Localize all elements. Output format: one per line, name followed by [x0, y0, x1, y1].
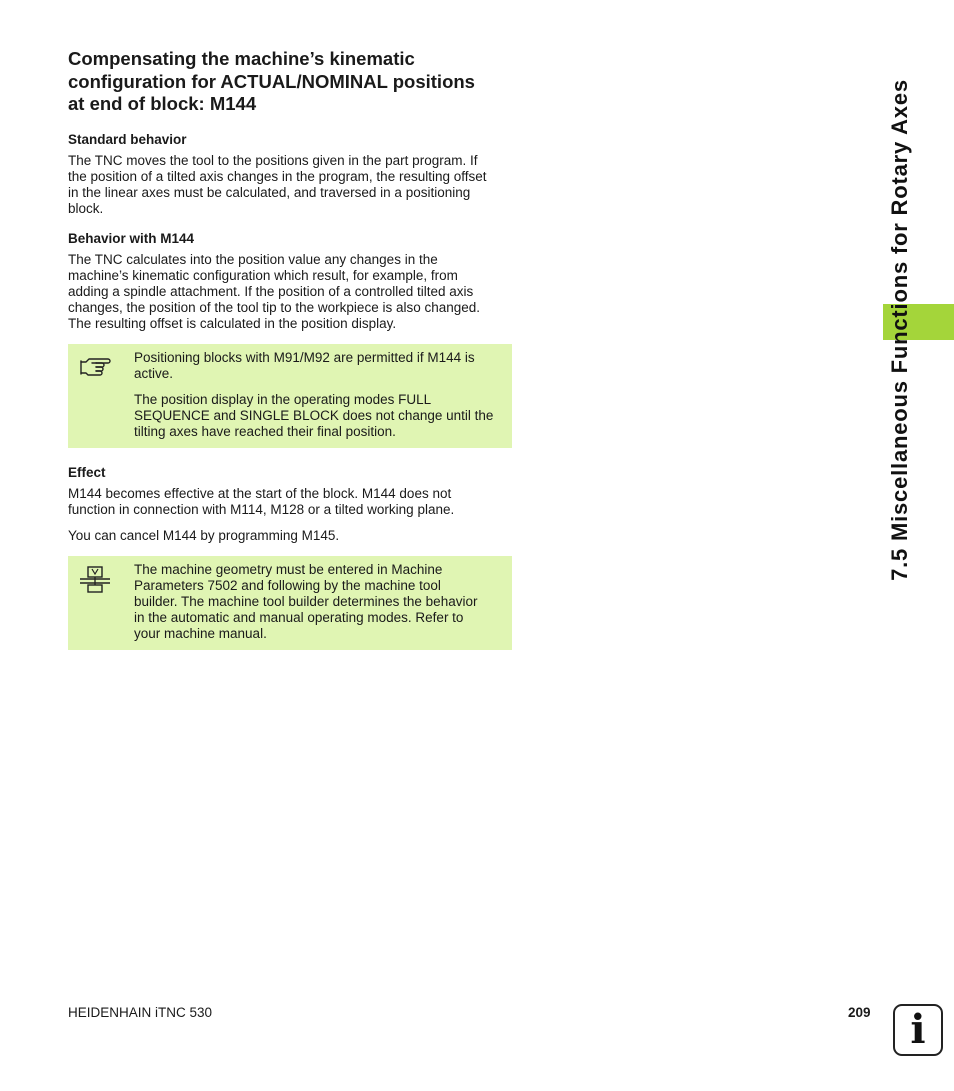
text-line: changes, the position of the tool tip to the workpiece is also changed.: [68, 300, 481, 315]
section-heading-standard: Standard behavior: [68, 132, 187, 147]
text-line: builder. The machine tool builder determines the behavior: [134, 594, 478, 609]
paragraph-effect: [68, 486, 516, 518]
section-heading-effect: Effect: [68, 465, 106, 480]
note-text: [134, 392, 506, 440]
text-line: M144 becomes effective at the start of the block. M144 does not: [68, 486, 452, 501]
machine-icon: [78, 566, 112, 594]
info-icon-glyph: i: [910, 1006, 926, 1053]
note-text: [134, 350, 506, 382]
footer-product-name: HEIDENHAIN iTNC 530: [68, 1005, 213, 1020]
text-line: in the automatic and manual operating modes. Refer to: [134, 610, 464, 625]
page-title: [68, 48, 538, 116]
title-line: at end of block: M144: [68, 93, 257, 114]
text-line: function in connection with M114, M128 or a tilted working plane.: [68, 502, 455, 517]
text-line: Positioning blocks with M91/M92 are permitted if M144 is: [134, 350, 475, 365]
title-line: configuration for ACTUAL/NOMINAL positions: [68, 70, 475, 92]
text-line: the position of a tilted axis changes in the program, the resulting offset: [68, 169, 487, 184]
text-line: The position display in the operating modes FULL: [134, 392, 432, 407]
text-line: SEQUENCE and SINGLE BLOCK does not change until the: [134, 408, 494, 423]
text-line: adding a spindle attachment. If the position of a controlled tilted axis: [68, 284, 474, 299]
text-line: machine’s kinematic configuration which result, for example, from: [68, 268, 458, 283]
note-box-machine: [68, 556, 512, 650]
text-line: The TNC calculates into the position value any changes in the: [68, 252, 438, 267]
text-line: The TNC moves the tool to the positions given in the part program. If: [68, 153, 478, 168]
paragraph-cancel: You can cancel M144 by programming M145.: [68, 528, 340, 543]
text-line: block.: [68, 201, 104, 216]
note-box-positioning: [68, 344, 512, 448]
text-line: The machine geometry must be entered in Machine: [134, 562, 443, 577]
page-number: 209: [848, 1005, 871, 1020]
text-line: active.: [134, 366, 174, 381]
pointing-hand-icon: [78, 352, 112, 380]
chapter-side-title: 7.5 Miscellaneous Functions for Rotary Axes: [887, 79, 912, 581]
note-text: [134, 562, 506, 642]
title-line: Compensating the machine’s kinematic: [68, 48, 415, 69]
info-icon: [893, 1004, 943, 1056]
text-line: in the linear axes must be calculated, and traversed in a positioning: [68, 185, 471, 200]
text-line: your machine manual.: [134, 626, 267, 641]
text-line: tilting axes have reached their final position.: [134, 424, 396, 439]
text-line: The resulting offset is calculated in the position display.: [68, 316, 397, 331]
paragraph-m144: [68, 252, 516, 332]
text-line: Parameters 7502 and following by the machine tool: [134, 578, 441, 593]
paragraph-standard: [68, 153, 516, 217]
section-heading-m144: Behavior with M144: [68, 231, 195, 246]
